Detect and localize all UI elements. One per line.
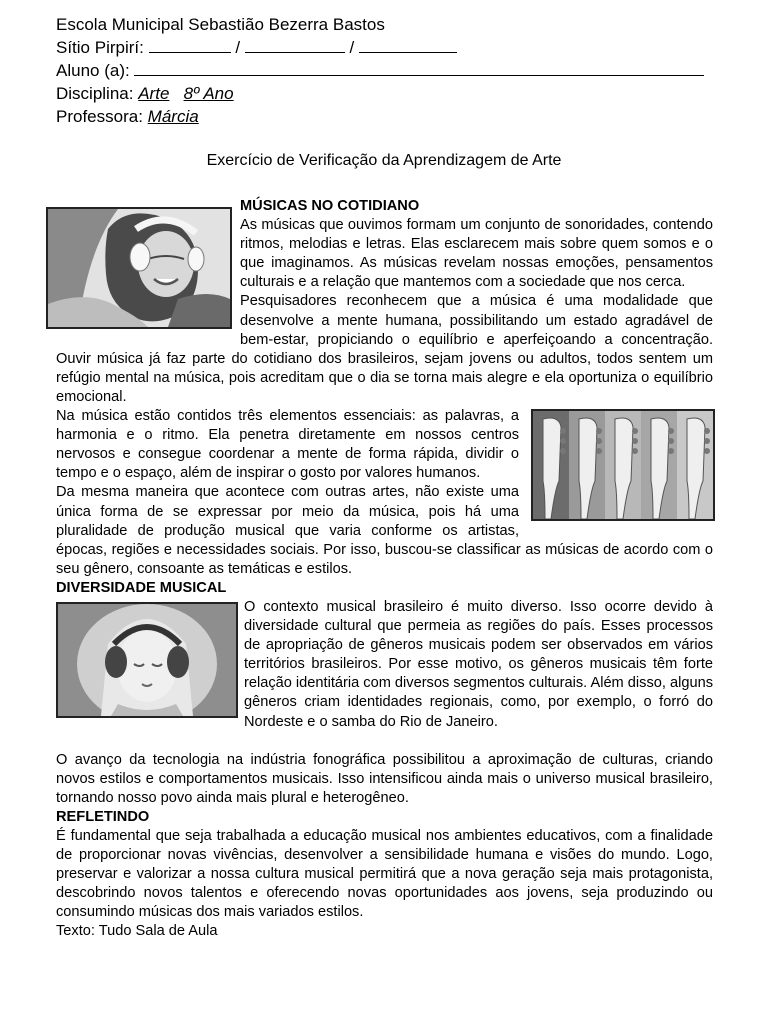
disciplina-value: Arte (138, 84, 170, 103)
professora-line (56, 106, 199, 128)
disciplina-line (56, 83, 234, 105)
girl-headphones-illustration (58, 604, 236, 716)
paragraph-musicas-1: As músicas que ouvimos formam um conjunto de sonoridades, contendo ritmos, melodias e letras. Elas esclarecem mais sobre quem somos e o que imaginamos. As músicas revelam nossas emoções, pensamentos culturais e a relação que mantemos com a sociedade que nos cerca. (240, 217, 713, 291)
girl-headphones-photo (56, 602, 238, 718)
school-name: Escola Municipal Sebastião Bezerra Bastos (56, 15, 385, 34)
sitio-blank-1[interactable] (149, 38, 231, 53)
article-body (56, 197, 713, 942)
paragraph-diversidade-2: O avanço da tecnologia na indústria fonográfica possibilitou a aproximação de culturas, criando novos estilos e comportamentos musicais. Isso intensificou ainda mais o universo musical brasileiro, tornando nosso povo ainda mais plural e heterogêneo. (56, 751, 713, 806)
paragraph-diversidade-1: O contexto musical brasileiro é muito diverso. Isso ocorre devido à diversidade cultural que permeia as regiões do país. Esses processos de apropriação de gêneros musicais podem ser observados em vários territórios brasileiros. Por esse motivo, os gêneros musicais têm forte relação identitária com diversos segmentos culturais. Além disso, alguns gêneros criam identidades regionais, como, por exemplo, o forró do Nordeste e o samba do Rio de Janeiro. (244, 598, 713, 730)
professora-value: Márcia (147, 107, 199, 126)
sitio-line (56, 37, 457, 59)
sitio-sep-2: / (349, 38, 355, 57)
sitio-blank-2[interactable] (245, 38, 345, 53)
aluno-blank[interactable] (134, 61, 704, 76)
paragraph-refletindo-1: É fundamental que seja trabalhada a educação musical nos ambientes educativos, com a finalidade de proporcionar novas vivências, desenvolver a sensibilidade humana e visões do mundo. Logo, preservar e valorizar a nossa cultura musical permitirá que a nova geração seja mais protagonista, descobrindo novos talentos e oferecendo novas oportunidades aos jovens, seja produzindo ou consumindo músicas dos mais variados estilos. (56, 828, 713, 921)
section-heading-refletindo: REFLETINDO (56, 808, 150, 825)
sitio-blank-3[interactable] (359, 38, 457, 53)
worksheet-title: Exercício de Verificação da Aprendizagem de Arte (206, 152, 562, 169)
paragraph-musicas-4: Da mesma maneira que acontece com outras artes, não existe uma única forma de se expressar por meio da música, pois há uma pluralidade de produção musical que varia conforme os artistas, épocas, regiões e necessidades sociais. Por isso, buscou-se classificar as músicas de acordo com o seu gênero, consoante as temáticas e estilos. (56, 484, 713, 577)
guitar-headstocks-photo (531, 409, 715, 521)
sitio-label: Sítio Pirpirí: (56, 38, 144, 57)
paragraph-musicas-2: Pesquisadores reconhecem que a música é uma modalidade que desenvolve a mente humana, possibilitando um estado agradável de bem-estar, propiciando o equilíbrio e aperfeiçoando a concentração. Ouvir música já faz parte do cotidiano dos brasileiros, sejam jovens ou adultos, todos sentem um refúgio mental na música, pois acreditam que o dia se torna mais alegre e ela oportuniza o equilíbrio emocional. (56, 293, 713, 405)
woman-headphones-illustration (48, 209, 230, 327)
sitio-sep-1: / (235, 38, 241, 57)
woman-headphones-photo (46, 207, 232, 329)
section-heading-diversidade: DIVERSIDADE MUSICAL (56, 579, 227, 596)
paragraph-musicas-3: Na música estão contidos três elementos essenciais: as palavras, a harmonia e o ritmo. Ela penetra diretamente em nossos centros nervosos e consegue coordenar a mente de forma rápida, dividir o tempo e o espaço, além de inspirar o gosto por valores humanos. (56, 408, 519, 482)
professora-label: Professora: (56, 107, 143, 126)
aluno-line (56, 60, 704, 82)
disciplina-label: Disciplina: (56, 84, 134, 103)
text-source: Texto: Tudo Sala de Aula (56, 923, 218, 940)
aluno-label: Aluno (a): (56, 61, 130, 80)
guitar-headstocks-illustration (533, 411, 713, 519)
section-heading-musicas: MÚSICAS NO COTIDIANO (240, 198, 420, 214)
ano-value: 8º Ano (183, 84, 234, 103)
